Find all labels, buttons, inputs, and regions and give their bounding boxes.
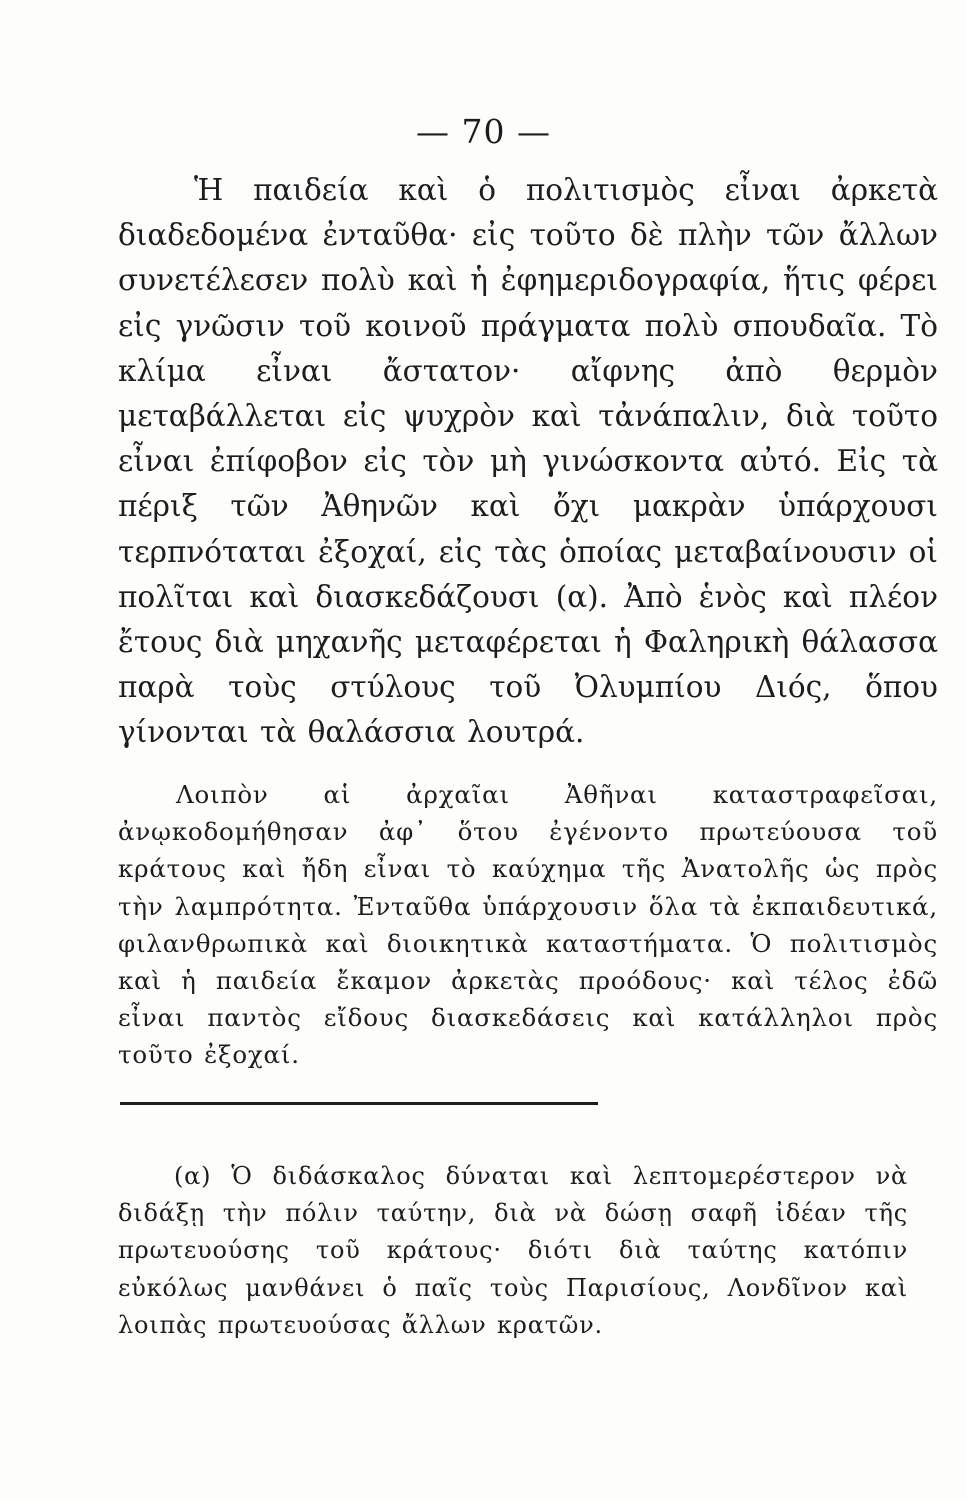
body-paragraph-2: Λοιπὸν αἱ ἀρχαῖαι Ἀθῆναι καταστραφεῖσαι, ἀνῳκοδομήθησαν ἀφ᾽ ὅτου ἐγένοντο πρωτεύουσα τοῦ κράτους καὶ ἤδη εἶναι τὸ καύχημα τῆς Ἀνατολῆς ὡς πρὸς τὴν λαμπρότητα. Ἐνταῦθα ὑπάρχουσιν ὅλα τὰ ἐκπαιδευτικά, φιλανθρωπικὰ καὶ διοικητικὰ καταστήματα. Ὁ πολιτισμὸς καὶ ἡ παιδεία ἔκαμον ἀρκετὰς προόδους· καὶ τέλος ἐδῶ εἶναι παντὸς εἴδους διασκεδάσεις καὶ κατάλληλοι πρὸς τοῦτο ἐξοχαί.	[118, 780, 938, 1070]
footnote-divider	[120, 1102, 598, 1105]
page-number: — 70 —	[416, 112, 551, 151]
footnote: (α) Ὁ διδάσκαλος δύναται καὶ λεπτομερέστερον νὰ διδάξῃ τὴν πόλιν ταύτην, διὰ νὰ δώσῃ σαφῆ ἰδέαν τῆς πρωτευούσης τοῦ κράτους· διότι διὰ ταύτης κατόπιν εὐκόλως μανθάνει ὁ παῖς τοὺς Παρισίους, Λονδῖνον καὶ λοιπὰς πρωτευούσας ἄλλων κρατῶν.	[118, 1162, 908, 1339]
body-paragraph-1: Ἡ παιδεία καὶ ὁ πολιτισμὸς εἶναι ἀρκετὰ διαδεδομένα ἐνταῦθα· εἰς τοῦτο δὲ πλὴν τῶν ἄλλων συνετέλεσεν πολὺ καὶ ἡ ἐφημεριδογραφία, ἥτις φέρει εἰς γνῶσιν τοῦ κοινοῦ πράγματα πολὺ σπουδαῖα. Τὸ κλίμα εἶναι ἄστατον· αἴφνης ἀπὸ θερμὸν μεταβάλλεται εἰς ψυχρὸν καὶ τἀνάπαλιν, διὰ τοῦτο εἶναι ἐπίφοβον εἰς τὸν μὴ γινώσκοντα αὐτό. Εἰς τὰ πέριξ τῶν Ἀθηνῶν καὶ ὄχι μακρὰν ὑπάρχουσι τερπνόταται ἐξοχαί, εἰς τὰς ὁποίας μεταβαίνουσιν οἱ πολῖται καὶ διασκεδάζουσι (α). Ἀπὸ ἑνὸς καὶ πλέον ἔτους διὰ μηχανῆς μεταφέρεται ἡ Φαληρικὴ θάλασσα παρὰ τοὺς στύλους τοῦ Ὀλυμπίου Διός, ὅπου γίνονται τὰ θαλάσσια λουτρά.	[118, 173, 938, 750]
